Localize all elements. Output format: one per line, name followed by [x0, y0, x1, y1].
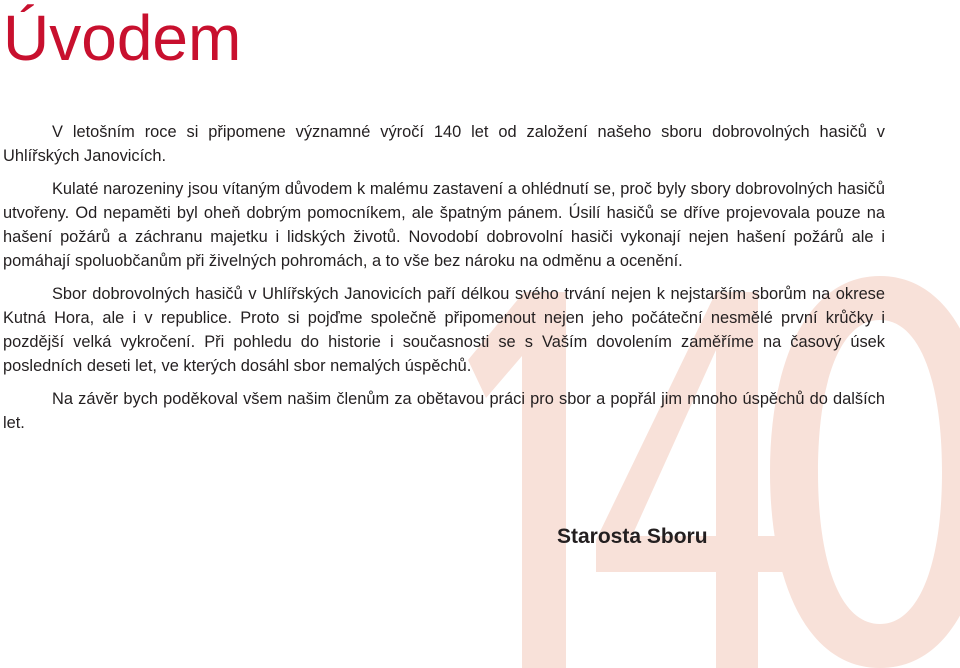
paragraph-2: Kulaté narozeniny jsou vítaným důvodem k malému zastavení a ohlédnutí se, proč byly sbory dobrovolných hasičů utvořeny. Od nepaměti byl oheň dobrým pomocníkem, ale špatným pánem. Úsilí hasičů se dříve projevovala pouze na hašení požárů a záchranu majetku i lidských životů. Novodobí dobrovolní hasiči vykonají nejen hašení požárů ale i pomáhají spoluobčanům při živelných pohromách, a to vše bez nároku na odměnu a ocenění. — [3, 180, 885, 270]
intro-text — [3, 120, 885, 444]
paragraph-1: V letošním roce si připomene významné výročí 140 let od založení našeho sboru dobrovolných hasičů v Uhlířských Janovicích. — [3, 123, 885, 165]
page-title: Úvodem — [3, 2, 242, 74]
paragraph-3: Sbor dobrovolných hasičů v Uhlířských Janovicích paří délkou svého trvání nejen k nejstarším sborům na okrese Kutná Hora, ale i v republice. Proto si pojďme společně připomenout nejen jeho počáteční nesmělé první krůčky i pozdější velká vykročení. Při pohledu do historie i současnosti se s Vaším dovolením zaměříme na časový úsek posledních deseti let, ve kterých dosáhl sbor nemalých úspěchů. — [3, 285, 885, 375]
paragraph-4: Na závěr bych poděkoval všem našim členům za obětavou práci pro sbor a popřál jim mnoho úspěchů do dalších let. — [3, 390, 885, 432]
signature: Starosta Sboru — [557, 525, 708, 548]
